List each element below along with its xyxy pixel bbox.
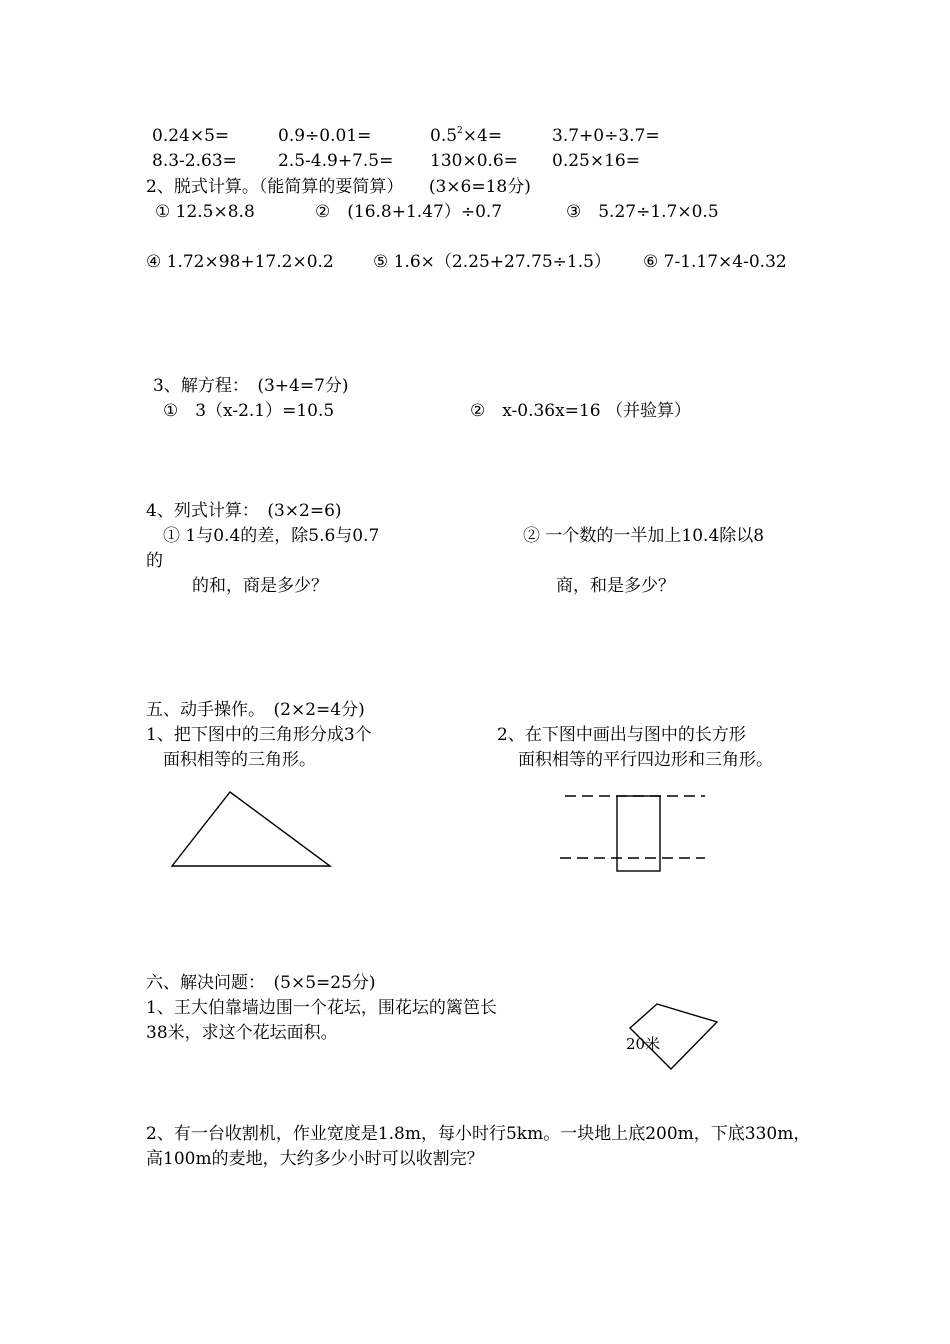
calc-item: 3.7+0÷3.7= (552, 126, 660, 146)
word-problem-line: ① 1与0.4的差，除5.6与0.7 (163, 526, 380, 546)
section6-heading: 六、解决问题： (5×5=25分) (146, 973, 376, 993)
problem-line: 2、有一台收割机，作业宽度是1.8m，每小时行5km。一块地上底200m，下底330m， (146, 1124, 811, 1144)
section2-heading: 2、脱式计算。（能简算的要简算） (3×6=18分) (146, 177, 531, 197)
task-line: 1、把下图中的三角形分成3个 (146, 725, 372, 745)
word-problem-line: 商，和是多少？ (556, 576, 675, 596)
problem-line: 高100m的麦地，大约多少小时可以收割完？ (146, 1149, 484, 1169)
calc-item: 130×0.6= (430, 151, 518, 171)
task-line: 2、在下图中画出与图中的长方形 (497, 725, 746, 745)
problem-item: ⑥ 7-1.17×4-0.32 (643, 252, 787, 272)
task-line: 面积相等的三角形。 (163, 750, 316, 770)
word-problem-line: 的 (146, 551, 163, 571)
problem-item: ④ 1.72×98+17.2×0.2 (146, 252, 334, 272)
problem-line: 1、王大伯靠墙边围一个花坛，围花坛的篱笆长 (146, 998, 497, 1018)
problem-item: ① 12.5×8.8 (155, 202, 255, 222)
equation-item: ② x-0.36x=16 （并验算） (470, 401, 691, 421)
calc-item: 0.9÷0.01= (278, 126, 372, 146)
triangle-figure (160, 780, 350, 880)
section5-heading: 五、动手操作。 (2×2=4分) (146, 700, 365, 720)
rectangle-dashed-figure (550, 785, 720, 885)
problem-line: 38米，求这个花坛面积。 (146, 1023, 338, 1043)
problem-item: ⑤ 1.6×（2.25+27.75÷1.5） (373, 252, 611, 272)
problem-item: ③ 5.27÷1.7×0.5 (566, 202, 719, 222)
equation-item: ① 3（x-2.1）=10.5 (163, 401, 335, 421)
calc-item: 0.25×16= (552, 151, 640, 171)
calc-item: 2.5-4.9+7.5= (278, 151, 394, 171)
calc-item: 8.3-2.63= (152, 151, 237, 171)
figure-label: 20米 (626, 1035, 661, 1053)
problem-item: ② (16.8+1.47）÷0.7 (315, 202, 503, 222)
task-line: 面积相等的平行四边形和三角形。 (518, 750, 773, 770)
word-problem-line: ② 一个数的一半加上10.4除以8 (523, 526, 765, 546)
word-problem-line: 的和，商是多少？ (192, 576, 328, 596)
calc-item: 0.24×5= (152, 126, 230, 146)
section4-heading: 4、列式计算： (3×2=6) (146, 501, 342, 521)
section3-heading: 3、解方程： (3+4=7分) (153, 376, 349, 396)
calc-item-power: $0.5^2\times 4=$ (430, 126, 503, 146)
